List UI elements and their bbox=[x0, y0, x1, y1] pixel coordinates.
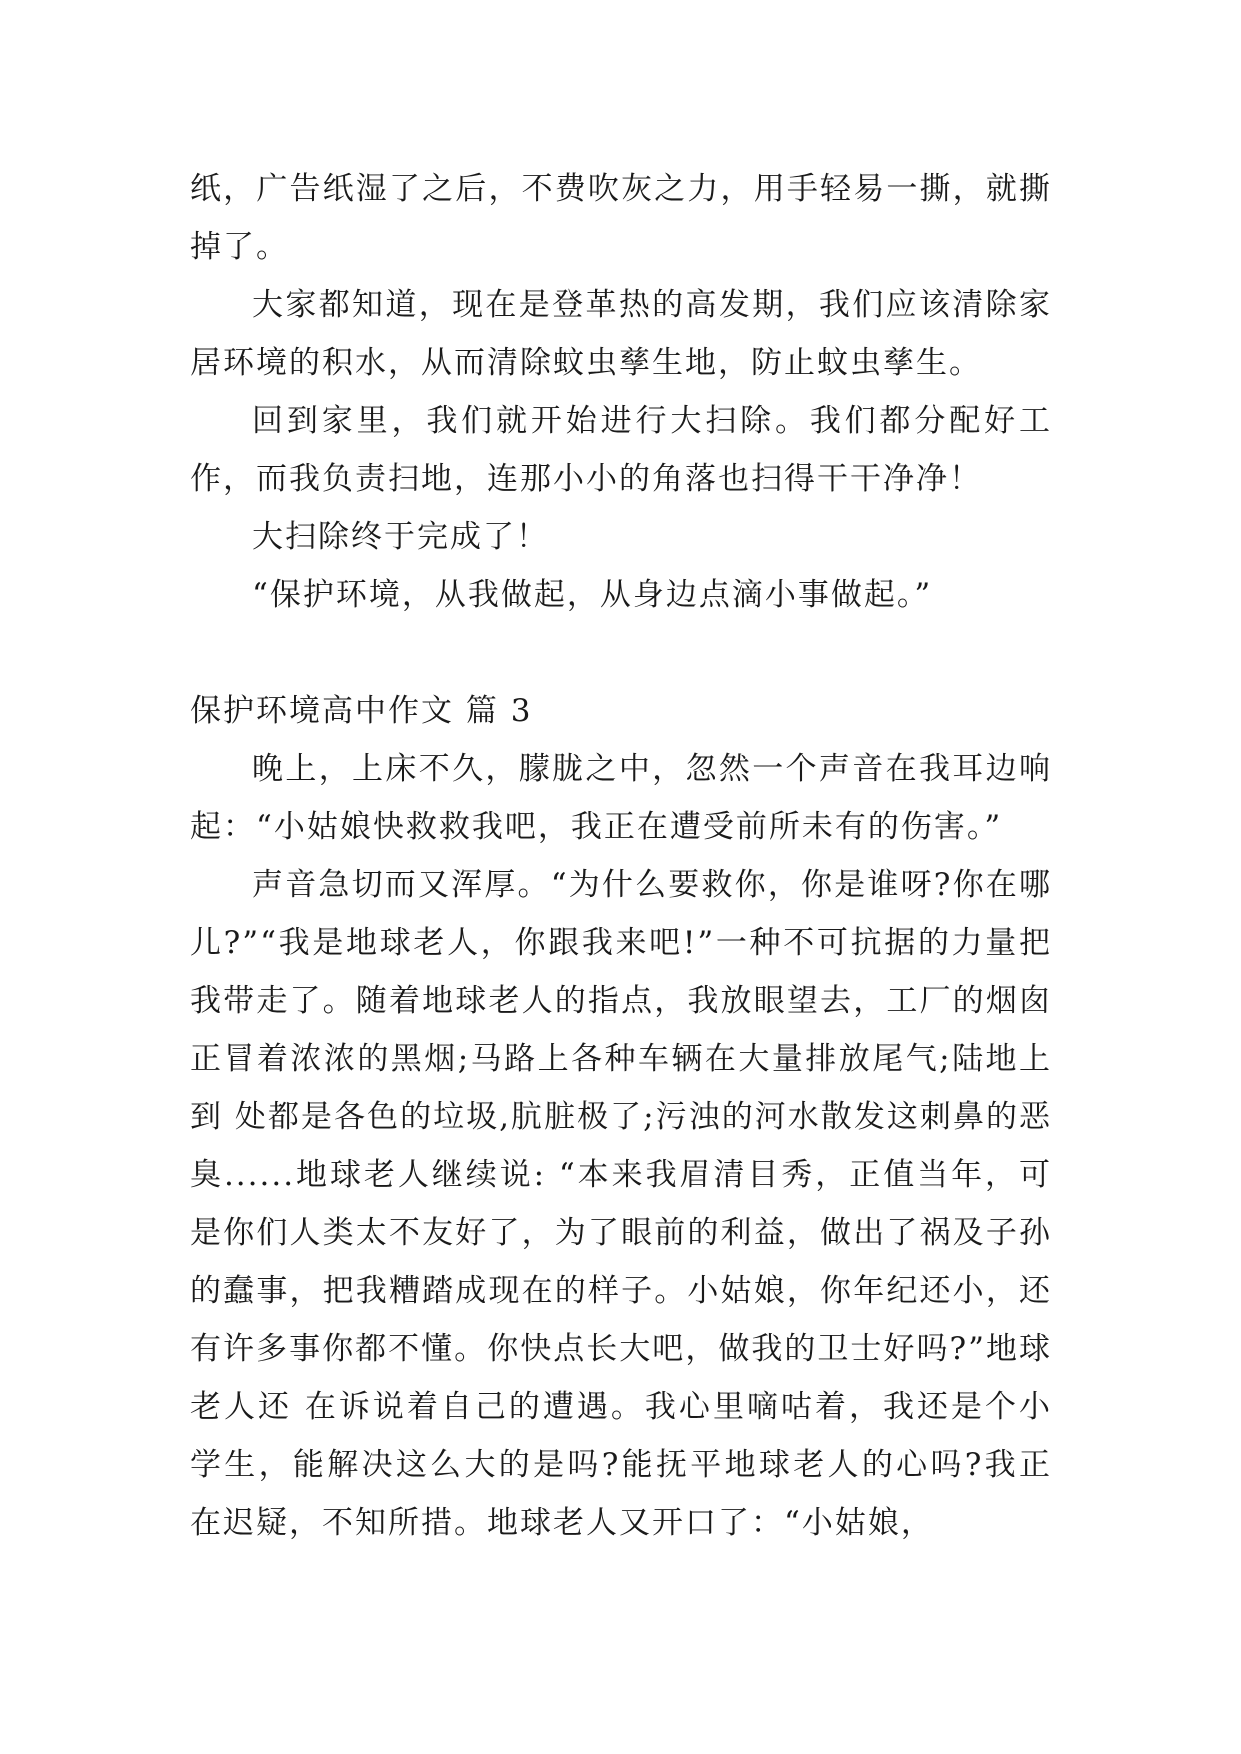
paragraph: 大家都知道，现在是登革热的高发期，我们应该清除家居环境的积水，从而清除蚊虫孳生地，防止蚊虫孳生。 bbox=[190, 287, 1052, 381]
paragraph: 晚上，上床不久，朦胧之中，忽然一个声音在我耳边响起：“小姑娘快救救我吧，我正在遭受前所未有的伤害。” bbox=[190, 751, 1052, 845]
paragraph: 声音急切而又浑厚。“为什么要救你，你是谁呀?你在哪儿?”“我是地球老人，你跟我来吧!”一种不可抗据的力量把我带走了。随着地球老人的指点，我放眼望去，工厂的烟囱正冒着浓浓的黑烟;马路上各种车辆在大量排放尾气;陆地上到 处都是各色的垃圾,肮脏极了;污浊的河水散发这刺鼻的恶臭......地球老人继续说: “本来我眉清目秀，正值当年，可是你们人类太不友好了，为了眼前的利益，做出了祸及子孙的蠢事，把我糟踏成现在的样子。小姑娘，你年纪还小，还有许多事你都不懂。你快点长大吧，做我的卫士好吗?”地球老人还 在诉说着自己的遭遇。我心里嘀咕着，我还是个小学生，能解决这么大的是吗?能抚平地球老人的心吗?我正在迟疑，不知所措。地球老人又开口了：“小姑娘， bbox=[190, 867, 1052, 1541]
document-body bbox=[190, 160, 1052, 1552]
paragraph-continuation: 纸，广告纸湿了之后，不费吹灰之力，用手轻易一撕，就撕掉了。 bbox=[190, 171, 1052, 265]
section-spacer bbox=[190, 624, 1052, 682]
paragraph-quote: “保护环境，从我做起，从身边点滴小事做起。” bbox=[252, 577, 933, 613]
paragraph: 大扫除终于完成了！ bbox=[252, 519, 549, 555]
paragraph: 回到家里，我们就开始进行大扫除。我们都分配好工作，而我负责扫地，连那小小的角落也扫得干干净净！ bbox=[190, 403, 1052, 497]
section-heading: 保护环境高中作文 篇 3 bbox=[190, 693, 533, 729]
